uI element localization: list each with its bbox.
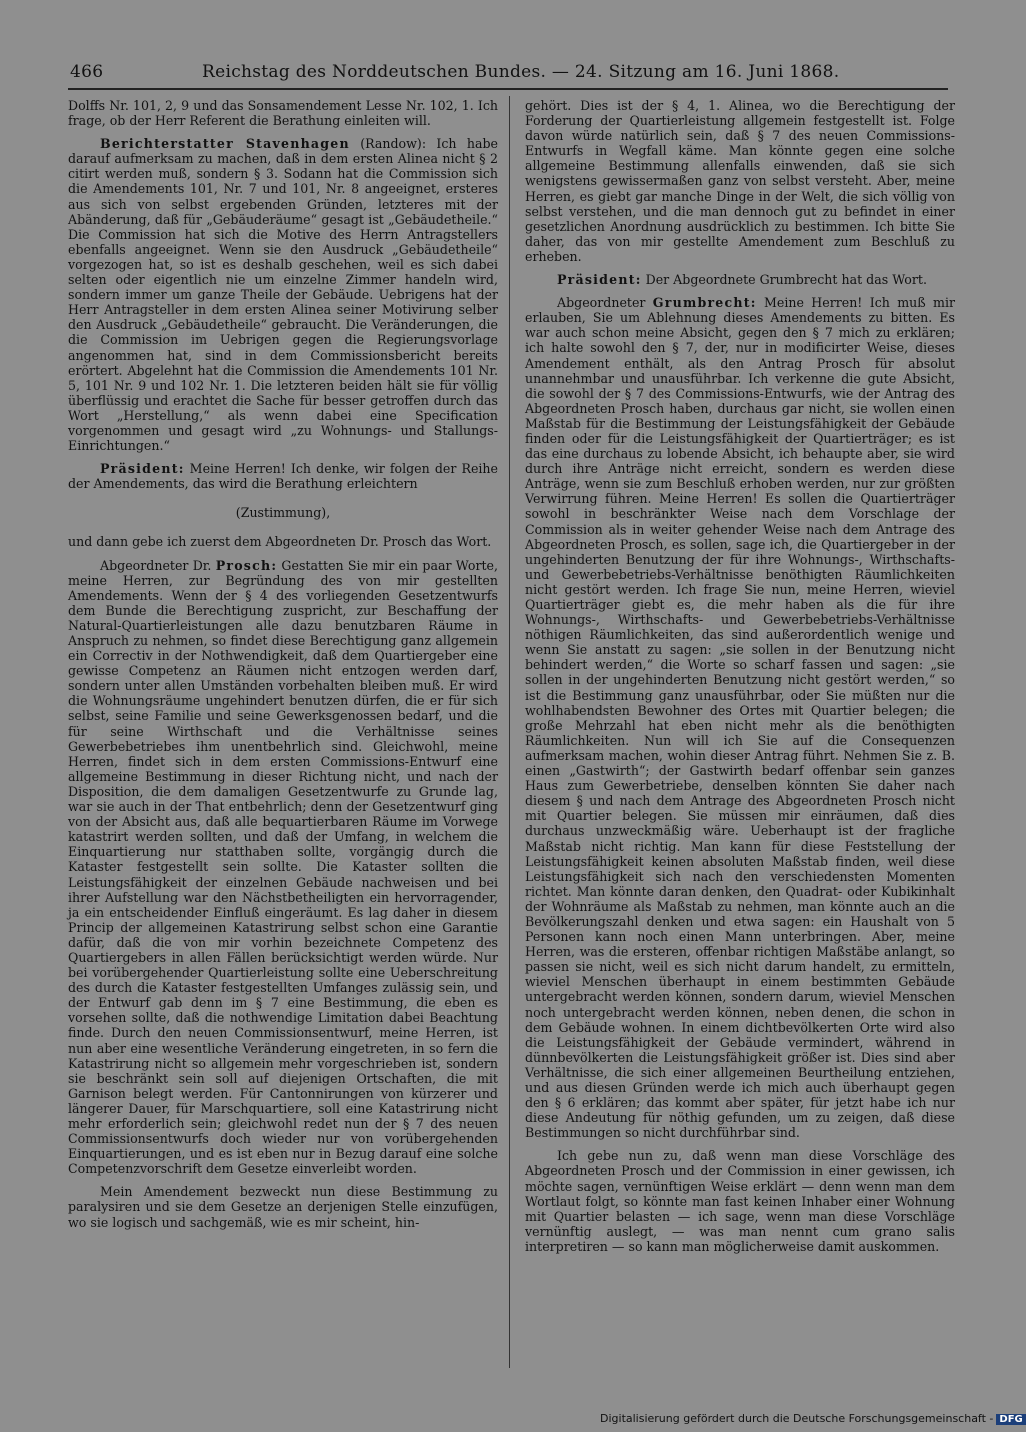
speech-text: Meine Herren! Ich muß mir erlauben, Sie um Ablehnung dieses Amendements zu bitten. Es war auch schon meine Absicht, gegen den § 7 mich zu erklären; ich halte sowohl den § 7, der, nur in modificirter Weise, dieses Amendement enthält, als den Antrag Prosch für absolut unannehmbar und unausführbar. Ich verkenne die gute Absicht, die sowohl der § 7 des Commissions-Entwurfs, wie der Antrag des Abgeordneten Prosch haben, durchaus gar nicht, sie wollen einen Maßstab für die Bestimmung der Leistungsfähigkeit der Gebäude finden oder für die Leistungsfähigkeit der Quartierträger; es ist das eine durchaus zu lobende Absicht, ich behaupte aber, sie wird durch ihre Anträge nicht erreicht, sondern es werden diese Anträge, wenn sie zum Beschluß erhoben werden, nur zur größten Verwirrung führen. Meine Herren! Es sollen die Quartierträger sowohl in beschränkter Weise nach dem Vorschlage der Commission als in weiter gehender Weise nach dem Antrage des Abgeordneten Prosch, es sollen, sage ich, die Quartiergeber in der ungehinderten Benutzung der für ihre Wohnungs-, Wirthschafts- und Gewerbebetriebs-Verhältnisse benöthigten Räumlichkeiten nicht gestört werden. Ich frage Sie nun, meine Herren, wieviel Quartierträger giebt es, die mehr haben als die für ihre Wohnungs-, Wirthschafts- und Gewerbebetriebs-Verhältnisse nöthigen Räumlichkeiten, das sind außerordentlich wenige und wenn Sie anstatt zu sagen: „sie sollen in der Benutzung nicht behindert werden,“ die Worte so scharf fassen und sagen: „sie sollen in der ungehinderten Benutzung nicht gestört werden,“ so ist die Bestimmung ganz unausführbar, oder Sie müßten nur die wohlhabendsten Bewohner des Ortes mit Quartier belegen; die große Mehrzahl hat eben nicht mehr als die benöthigten Räumlichkeiten. Nun will ich Sie auf die Consequenzen aufmerksam machen, wohin dieser Antrag führt. Nehmen Sie z. B. einen „Gastwirth“; der Gastwirth bedarf offenbar sein ganzes Haus zum Gewerbetriebe, denselben könnten Sie daher nach diesem § und nach dem Antrage des Abgeordneten Prosch nicht mit Quartier belegen. Sie müssen mir einräumen, daß dies durchaus unzweckmäßig wäre. Ueberhaupt ist der fragliche Maßstab nicht richtig. Man kann für diese Feststellung der Leistungsfähigkeit keinen absoluten Maßstab finden, weil diese Leistungsfähigkeit sich nach den verschiedensten Momenten richtet. Man könnte daran denken, den Quadrat- oder Kubikinhalt der Wohnräume als Maßstab zu nehmen, man könnte auch an die Bevölkerungszahl denken und etwa sagen: ein Haushalt von 5 Personen kann noch einen Mann unterbringen. Aber, meine Herren, was die ersteren, offenbar richtigen Maßstäbe anlangt, so passen sie nicht, weil es sich nicht darum handelt, zu ermitteln, wieviel Menschen überhaupt in einem bestimmten Gebäude untergebracht werden können, sondern darum, wieviel Menschen noch untergebracht werden können, neben denen, die schon in dem Gebäude wohnen. In einem dichtbevölkerten Orte wird also die Leistungsfähigkeit der Gebäude vermindert, während in dünnbevölkerten die Leistungsfähigkeit größer ist. Dies sind aber Verhältnisse, die sich einer allgemeinen Beurtheilung entziehen, und aus diesen Gründen werde ich mich auch überhaupt gegen den § 6 erklären; das kommt aber später, für jetzt habe ich nur diese Andeutung für nöthig gefunden, um zu zeigen, daß diese Bestimmungen so nicht durchführbar sind. (525, 295, 956, 1141)
paragraph: gehört. Dies ist der § 4, 1. Alinea, wo die Berechtigung der Forderung der Quartierleistung allgemein festgestellt ist. Folge davon würde natürlich sein, daß § 7 des neuen Commissions-Entwurfs in Wegfall käme. Man könnte gegen eine solche allgemeine Bestimmung allenfalls einwenden, daß sie sich wenigstens gewissermaßen ganz von selbst versteht. Aber, meine Herren, es giebt gar manche Dinge in der Welt, die sich völlig von selbst verstehen, und die man dennoch gut zu befindet in einer gesetzlichen Anordnung ausdrücklich zu bestimmen. Ich bitte Sie daher, das von mir gestellte Amendement zum Beschluß zu erheben. (525, 98, 955, 264)
header-rule (68, 88, 948, 90)
dfg-logo: DFG (996, 1414, 1025, 1425)
speaker-prefix: Abgeordneter Dr. (100, 557, 216, 573)
paragraph: Ich gebe nun zu, daß wenn man diese Vorschläge des Abgeordneten Prosch und der Commission in einer gewissen, ich möchte sagen, vernünftigen Weise erklärt — denn wenn man dem Wortlaut folgt, so könnte man fast keinen Inhaber einer Wohnung mit Quartier belasten — ich sage, wenn man diese Vorschläge vernünftig auslegt, — was man nennt cum grano salis interpretiren — so kann man möglicherweise damit auskommen. (525, 1148, 955, 1254)
paragraph: Mein Amendement bezweckt nun diese Bestimmung zu paralysiren und sie dem Gesetze an derjenigen Stelle einzufügen, wo sie logisch und sachgemäß, wie es mir scheint, hin- (68, 1184, 498, 1230)
speaker-prefix: Abgeordneter (557, 295, 653, 311)
page-number: 466 (70, 62, 104, 82)
paragraph (525, 295, 955, 1140)
paragraph (68, 558, 498, 1177)
speech-text: Der Abgeordnete Grumbrecht hat das Wort. (641, 272, 927, 288)
interjection: (Zustimmung), (235, 505, 331, 521)
left-column (68, 98, 498, 1238)
speaker-name: Berichterstatter Stavenhagen (100, 136, 350, 152)
speaker-name: Grumbrecht: (652, 295, 757, 311)
column-divider (509, 96, 510, 1368)
running-title: Reichstag des Norddeutschen Bundes. — 24. Sitzung am 16. Juni 1868. (202, 62, 840, 82)
speech-text: (Randow): Ich habe darauf aufmerksam zu machen, daß in dem ersten Alinea nicht § 2 citirt werden muß, sondern § 3. Sodann hat die Commission sich die Amendements 101, Nr. 7 und 101, Nr. 8 angeeignet, ersteres aus sich von selbst ergebenden Gründen, letzteres mit der Abänderung, daß für „Gebäuderäume“ gesagt ist „Gebäudetheile.“ Die Commission hat sich die Motive des Herrn Antragstellers ebenfalls angeeignet. Wenn sie den Ausdruck „Gebäudetheile“ vorgezogen hat, so ist es deshalb geschehen, weil es sich dabei selten oder eigentlich nie um einzelne Zimmer handeln wird, sondern immer um ganze Theile der Gebäude. Uebrigens hat der Herr Antragsteller in dem ersten Alinea seiner Motivirung selber den Ausdruck „Gebäudetheile“ gebraucht. Die Veränderungen, die die Commission im Uebrigen gegen die Regierungsvorlage angenommen hat, sind in dem Commissionsbericht bereits erörtert. Abgelehnt hat die Commission die Amendements 101 Nr. 5, 101 Nr. 9 und 102 Nr. 1. Die letzteren beiden hält sie für völlig überflüssig und erachtet die Sache für besser getroffen durch das Wort „Herstellung,“ als wenn dabei eine Specification vorgenommen und gesagt wird „zu Wohnungs- und Stallungs-Einrichtungen.“ (68, 136, 498, 454)
paragraph: Dolffs Nr. 101, 2, 9 und das Sonsamendement Lesse Nr. 102, 1. Ich frage, ob der Herr Referent die Berathung einleiten will. (68, 98, 498, 129)
right-column (525, 98, 955, 1262)
speaker-name: Präsident: (557, 272, 642, 288)
paragraph (525, 272, 955, 287)
paragraph (68, 461, 498, 491)
paragraph: und dann gebe ich zuerst dem Abgeordneten Dr. Prosch das Wort. (68, 534, 492, 550)
speaker-name: Präsident: (100, 461, 185, 477)
speech-text: Meine Herren! Ich denke, wir folgen der Reihe der Amendements, das wird die Berathung erleichtern (68, 461, 498, 492)
speaker-name: Prosch: (215, 557, 278, 573)
paragraph (68, 136, 498, 453)
speech-text: Gestatten Sie mir ein paar Worte, meine Herren, zur Begründung des von mir gestellten Amendements. Wenn der § 4 des vorliegenden Gesetzentwurfs dem Bunde die Berechtigung zuspricht, zur Beschaffung der Natural-Quartierleistungen alle dazu benutzbaren Räume in Anspruch zu nehmen, so findet diese Berechtigung ganz allgemein ein Correctiv in der Nothwendigkeit, daß dem Quartiergeber eine gewisse Competenz an Räumen nicht entzogen werden darf, sondern unter allen Umständen vorbehalten bleiben muß. Er wird die Wohnungsräume ungehindert benutzen dürfen, die er für sich selbst, seine Familie und seine Gewerksgenossen bedarf, und die für seine Wirthschaft und die Verhältnisse seines Gewerbebetriebes ihm unentbehrlich sind. Gleichwohl, meine Herren, findet sich in dem ersten Commissions-Entwurf eine allgemeine Bestimmung in dieser Richtung nicht, und nach der Disposition, die dem damaligen Gesetzentwurfe zu Grunde lag, war sie auch in der That entbehrlich; denn der Gesetzentwurf ging von der Absicht aus, daß alle bequartierbaren Räume im Vorwege katastrirt werden sollten, und daß der Umfang, in welchem die Einquartierung nur statthaben sollte, vorgängig durch die Kataster festgestellt sein sollte. Die Kataster sollten die Leistungsfähigkeit der einzelnen Gebäude nachweisen und bei ihrer Aufstellung war den Nächstbetheiligten ein hervorragender, ja ein entscheidender Einfluß eingeräumt. Es lag daher in diesem Princip der allgemeinen Katastrirung selbst schon eine Garantie dafür, daß die von mir vorhin bezeichnete Competenz des Quartiergebers in allen Fällen berücksichtigt werden würde. Nur bei vorübergehender Quartierleistung sollte eine Ueberschreitung des durch die Kataster festgestellten Umfanges zulässig sein, und der Entwurf gab denn im § 7 eine Bestimmung, die eben es vorsehen sollte, daß die nothwendige Limitation dabei Beachtung finde. Durch den neuen Commissionsentwurf, meine Herren, ist nun aber eine wesentliche Veränderung eingetreten, in so fern die Katastrirung nicht so allgemein mehr vorgeschrieben ist, sondern sie beschränkt sein soll auf diejenigen Ortschaften, die mit Garnison belegt werden. Für Cantonnirungen von kürzerer und längerer Dauer, für Marschquartiere, soll eine Katastrirung nicht mehr erforderlich sein; gleichwohl redet nun der § 7 des neuen Commissionsentwurfs doch wieder nur von vorübergehenden Einquartierungen, und es ist eben nur in Bezug darauf eine solche Competenzvorschrift dem Gesetze einverleibt worden. (68, 557, 498, 1177)
page-header (62, 60, 952, 88)
digitization-credit (600, 1412, 1026, 1428)
credit-text: Digitalisierung gefördert durch die Deutsche Forschungsgemeinschaft - (600, 1412, 994, 1425)
